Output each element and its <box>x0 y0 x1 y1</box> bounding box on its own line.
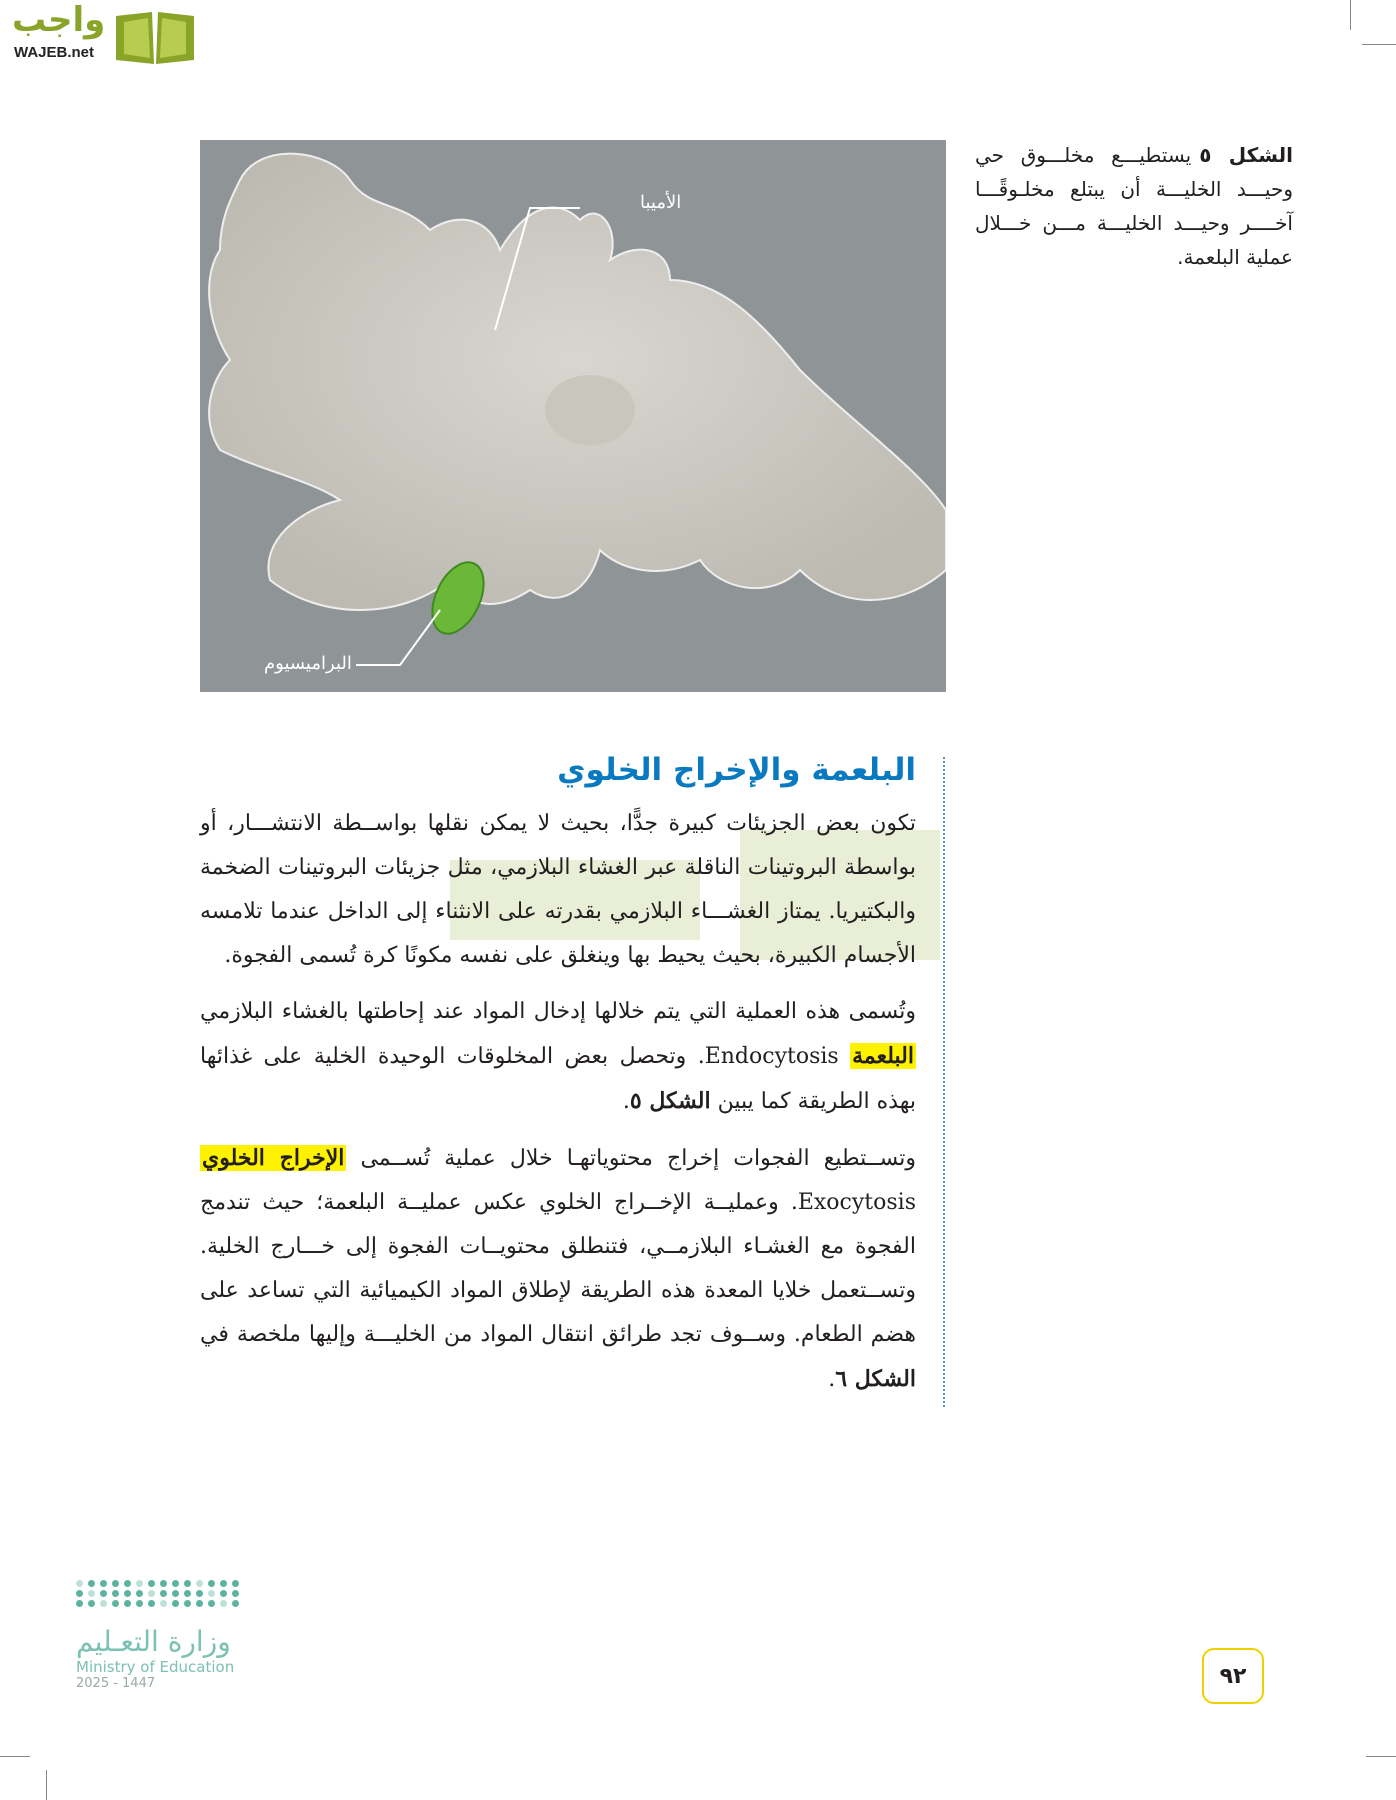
ministry-dot <box>100 1590 107 1597</box>
paragraph-2 <box>200 990 916 1124</box>
ministry-dot <box>208 1600 215 1607</box>
ministry-dot <box>100 1600 107 1607</box>
page-number: ٩٢ <box>1202 1648 1264 1704</box>
p2-text-b: . وتحصل بعض المخلوقات الوحيدة الخلية على غذائها بهذه الطريقة كما يبين <box>200 1044 916 1114</box>
caption-figure-ref: الشكل ٥ <box>1199 143 1293 167</box>
book-icon <box>114 8 196 66</box>
ministry-dot <box>232 1580 239 1587</box>
ministry-dot <box>100 1580 107 1587</box>
paragraph-1: تكون بعض الجزيئات كبيرة جدًّا، بحيث لا يمكن نقلها بواســطة الانتشـــار، أو بواسطة البروتينات الناقلة عبر الغشاء البلازمي، مثل جزيئات البروتينات الضخمة والبكتيريا. يمتاز الغشـــاء البلازمي بقدرته على الانثناء إلى الداخل عندما تلامسه الأجسام الكبيرة، بحيث يحيط بها وينغلق على نفسه مكونًا كرة تُسمى الفجوة. <box>200 811 916 968</box>
paragraph-3 <box>200 1136 916 1402</box>
ministry-dot <box>220 1580 227 1587</box>
ministry-dot <box>172 1580 179 1587</box>
label-amoeba: الأميبا <box>640 192 682 213</box>
crop-mark <box>1366 1756 1396 1757</box>
ministry-english: Ministry of Education <box>76 1658 235 1676</box>
logo-arabic: واجب <box>12 0 106 40</box>
ministry-dot <box>112 1580 119 1587</box>
ministry-dot <box>76 1580 83 1587</box>
term-endocytosis-ar: البلعمة <box>852 1043 914 1069</box>
section-heading: البلعمة والإخراج الخلوي <box>557 752 916 788</box>
ministry-dot <box>232 1590 239 1597</box>
caption-text: يستطيـــع مخلـــوق حي وحيـــد الخليـــة أن يبتلع مخلـوقًـــا آخــــر وحيـــد الخليـــة مـــن خـــلال عملية البلعمة. <box>975 143 1293 269</box>
ministry-dot <box>136 1580 143 1587</box>
p3-text-b: . وعمليــة الإخــراج الخلوي عكس عمليــة البلعمة؛ حيث تندمج الفجوة مع الغشـاء البلازمــي، فتنطلق محتويــات الفجوة إلى خـــارج الخلية. وتســتعمل خلايا المعدة هذه الطريقة لإطلاق المواد الكيميائية التي تساعد على هضم الطعام. وســوف تجد طرائق انتقال المواد من الخليـــة وإليها ملخصة في <box>200 1190 916 1347</box>
ministry-dot <box>172 1590 179 1597</box>
p3-end: . <box>828 1367 836 1392</box>
ministry-dot <box>112 1590 119 1597</box>
column-divider <box>943 757 945 1407</box>
ministry-dot <box>196 1600 203 1607</box>
term-exocytosis-en: Exocytosis <box>797 1190 916 1215</box>
ministry-year: 2025 - 1447 <box>76 1676 156 1691</box>
p3-text-a: وتســتطيع الفجوات إخراج محتوياتهـا خلال عملية تُســمى <box>360 1146 916 1171</box>
ministry-dot <box>112 1600 119 1607</box>
figure-ref-6: الشكل ٦ <box>835 1366 916 1392</box>
crop-mark <box>1350 0 1351 30</box>
ministry-dot <box>172 1600 179 1607</box>
ministry-dot <box>160 1580 167 1587</box>
ministry-dot <box>208 1580 215 1587</box>
ministry-logo <box>76 1580 251 1691</box>
ministry-dot <box>124 1580 131 1587</box>
p2-end: . <box>622 1089 630 1114</box>
ministry-dots-icon <box>76 1580 251 1607</box>
logo-latin: WAJEB.net <box>14 44 95 61</box>
crop-mark <box>1362 44 1396 45</box>
ministry-dot <box>136 1590 143 1597</box>
ministry-dot <box>196 1580 203 1587</box>
ministry-dot <box>124 1600 131 1607</box>
p2-text-a: وتُسمى هذه العملية التي يتم خلالها إدخال المواد عند إحاطتها بالغشاء البلازمي <box>200 999 916 1024</box>
ministry-dot <box>196 1590 203 1597</box>
ministry-dot <box>160 1600 167 1607</box>
term-exocytosis-ar: الإخراج الخلوي <box>202 1145 345 1171</box>
ministry-dot <box>160 1590 167 1597</box>
ministry-dot <box>76 1590 83 1597</box>
ministry-dot <box>88 1590 95 1597</box>
ministry-dot <box>184 1600 191 1607</box>
ministry-dot <box>136 1600 143 1607</box>
ministry-dot <box>148 1590 155 1597</box>
wajeb-logo <box>8 0 193 68</box>
ministry-dot <box>88 1580 95 1587</box>
amoeba-photo <box>200 140 946 692</box>
figure-caption <box>975 138 1293 274</box>
label-paramecium: البراميسيوم <box>264 653 352 674</box>
ministry-arabic: وزارة التعـليم <box>76 1625 231 1658</box>
ministry-dot <box>124 1590 131 1597</box>
ministry-dot <box>148 1580 155 1587</box>
ministry-dot <box>208 1590 215 1597</box>
ministry-dot <box>184 1590 191 1597</box>
figure-ref-5: الشكل ٥ <box>629 1088 711 1114</box>
section-content <box>200 752 916 1414</box>
ministry-dot <box>148 1600 155 1607</box>
crop-mark <box>46 1770 47 1800</box>
ministry-dot <box>184 1580 191 1587</box>
ministry-dot <box>88 1600 95 1607</box>
ministry-dot <box>76 1600 83 1607</box>
ministry-dot <box>220 1590 227 1597</box>
term-endocytosis-en: Endocytosis <box>704 1044 839 1069</box>
ministry-dot <box>220 1600 227 1607</box>
ministry-dot <box>232 1600 239 1607</box>
crop-mark <box>0 1756 30 1757</box>
